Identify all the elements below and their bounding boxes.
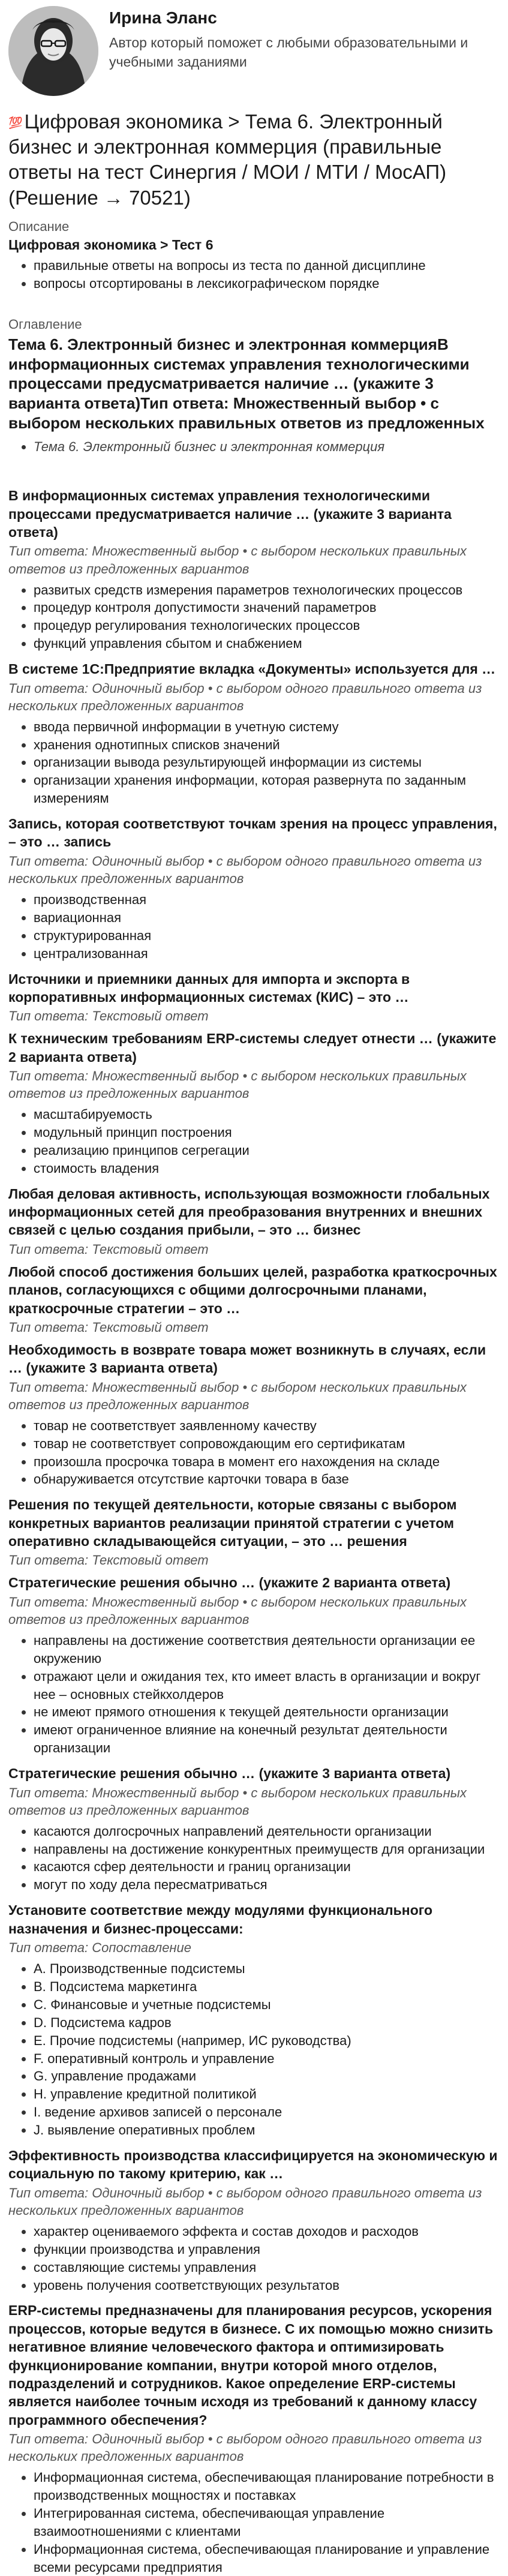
answer-type: Тип ответа: Текстовый ответ: [8, 1553, 209, 1568]
answer-options: [8, 891, 500, 963]
answer-option: • B. Подсистема маркетинга: [34, 1978, 500, 1996]
list-item: • правильные ответы на вопросы из теста по данной дисциплине: [34, 257, 500, 275]
answer-option: • реализацию принципов сегрегации: [34, 1142, 500, 1160]
question-block: [8, 2301, 500, 2576]
author-card: [8, 6, 500, 96]
answer-option: • J. выявление оперативных проблем: [34, 2121, 500, 2139]
avatar-image: [8, 6, 98, 96]
toc-title: Тема 6. Электронный бизнес и электронная коммерцияВ информационных системах управления технологическими процессами предусматривается наличие … (укажите 3 варианта ответа)Тип ответа: Множественный выбор • с выбором нескольких правильных ответов из предложенных: [8, 335, 485, 432]
answer-type: Тип ответа: Множественный выбор • с выбором нескольких правильных ответов из предложенных вариантов: [8, 1594, 467, 1627]
question-block: [8, 815, 500, 962]
question-block: [8, 1901, 500, 2139]
answer-options: [8, 1106, 500, 1178]
answer-option: • вариационная: [34, 909, 500, 927]
description-label: Описание: [8, 218, 70, 234]
author-name[interactable]: Ирина Эланс: [109, 8, 217, 27]
answer-type: Тип ответа: Текстовый ответ: [8, 1008, 209, 1024]
answer-option: • структурированная: [34, 927, 500, 945]
hundred-points-icon: 💯: [8, 117, 23, 130]
question-title: ERP-системы предназначены для планирования ресурсов, ускорения процессов, которые ведутся в бизнесе. С их помощью можно снизить негативное влияние человеческого фактора и оптимизировать функционирование компании, внутри которой много отделов, подразделений и сотрудников. Какое определение ERP-системы является наиболее точным исходя из требований к данному классу программного обеспечения?: [8, 2302, 494, 2428]
answer-option: • Интегрированная система, обеспечивающая управление взаимоотношениями с клиентами: [34, 2505, 500, 2541]
answer-option: • не имеют прямого отношения к текущей деятельности организации: [34, 1703, 500, 1721]
answer-option: • I. ведение архивов записей о персонале: [34, 2103, 500, 2121]
toc-list: [8, 438, 500, 456]
answer-option: • касаются долгосрочных направлений деятельности организации: [34, 1823, 500, 1841]
answer-option: • производственная: [34, 891, 500, 909]
question-title: Стратегические решения обычно … (укажите 3 варианта ответа): [8, 1766, 451, 1782]
question-block: [8, 2146, 500, 2294]
answer-option: • масштабируемость: [34, 1106, 500, 1124]
answer-option: • организации вывода результирующей информации из системы: [34, 753, 500, 771]
answer-option: • произошла просрочка товара в момент его нахождения на складе: [34, 1453, 500, 1471]
page-title: [8, 109, 500, 211]
answer-option: • товар не соответствует сопровождающим его сертификатам: [34, 1435, 500, 1453]
answer-option: • развитых средств измерения параметров технологических процессов: [34, 581, 500, 599]
question-title: Эффективность производства классифицируется на экономическую и социальную по такому критерию, как …: [8, 2148, 498, 2182]
answer-option: • хранения однотипных списков значений: [34, 736, 500, 754]
answer-option: • характер оцениваемого эффекта и состав доходов и расходов: [34, 2223, 500, 2241]
answer-option: • процедур регулирования технологических процессов: [34, 617, 500, 635]
answer-option: • имеют ограниченное влияние на конечный результат деятельности организации: [34, 1721, 500, 1757]
answer-type: Тип ответа: Множественный выбор • с выбором нескольких правильных ответов из предложенных вариантов: [8, 1785, 467, 1818]
answer-options: [8, 2469, 500, 2576]
answer-type: Тип ответа: Текстовый ответ: [8, 1241, 209, 1257]
answer-option: • касаются сфер деятельности и границ организации: [34, 1858, 500, 1876]
question-title: Запись, которая соответствуют точкам зрения на процесс управления, – это … запись: [8, 816, 497, 850]
answer-type: Тип ответа: Одиночный выбор • с выбором одного правильного ответа из нескольких предложенных вариантов: [8, 853, 482, 886]
answer-type: Тип ответа: Множественный выбор • с выбором нескольких правильных ответов из предложенных вариантов: [8, 1068, 467, 1101]
answer-option: • направлены на достижение соответствия деятельности организации ее окружению: [34, 1632, 500, 1668]
answer-type: Тип ответа: Одиночный выбор • с выбором одного правильного ответа из нескольких предложенных вариантов: [8, 680, 482, 713]
answer-option: • отражают цели и ожидания тех, кто имеет власть в организации и вокруг нее – основных стейкхолдеров: [34, 1668, 500, 1704]
answer-options: [8, 1823, 500, 1895]
answer-option: • E. Прочие подсистемы (например, ИС руководства): [34, 2032, 500, 2050]
answer-option: • F. оперативный контроль и управление: [34, 2050, 500, 2068]
question-title: Любая деловая активность, использующая возможности глобальных информационных сетей для преобразования внутренних и внешних связей с целью создания прибыли, – это … бизнес: [8, 1185, 490, 1238]
answer-type: Тип ответа: Одиночный выбор • с выбором одного правильного ответа из нескольких предложенных вариантов: [8, 2431, 482, 2464]
answer-option: • товар не соответствует заявленному качеству: [34, 1417, 500, 1435]
answer-options: [8, 1960, 500, 2139]
question-title: Необходимость в возврате товара может возникнуть в случаях, если … (укажите 3 варианта ответа): [8, 1341, 486, 1376]
page-title-text: Цифровая экономика > Тема 6. Электронный бизнес и электронная коммерция (правильные ответы на тест Синергия / МОИ / МТИ / МосАП) (Решение → 70521): [8, 110, 447, 209]
answer-option: • функции производства и управления: [34, 2241, 500, 2259]
answer-options: [8, 581, 500, 653]
question-block: [8, 1341, 500, 1488]
answer-options: [8, 718, 500, 808]
answer-option: • C. Финансовые и учетные подсистемы: [34, 1996, 500, 2014]
answer-type: Тип ответа: Множественный выбор • с выбором нескольких правильных ответов из предложенных вариантов: [8, 1379, 467, 1412]
toc-label: Оглавление: [8, 316, 82, 332]
toc-item[interactable]: • Тема 6. Электронный бизнес и электронная коммерция: [34, 438, 500, 456]
question-title: К техническим требованиям ERP-системы следует отнести … (укажите 2 варианта ответа): [8, 1031, 497, 1065]
description-notes: [8, 257, 500, 293]
answer-type: Тип ответа: Текстовый ответ: [8, 1319, 209, 1335]
question-block: [8, 1496, 500, 1569]
description-subject: Цифровая экономика > Тест 6: [8, 236, 214, 253]
question-block: [8, 487, 500, 653]
answer-option: • Информационная система, обеспечивающая планирование потребности в производственных мощностях и поставках: [34, 2469, 500, 2505]
answer-option: • обнаруживается отсутствие карточки товара в базе: [34, 1470, 500, 1488]
answer-option: • H. управление кредитной политикой: [34, 2085, 500, 2103]
answer-option: • Информационная система, обеспечивающая планирование и управление всеми ресурсами предприятия: [34, 2541, 500, 2576]
answer-options: [8, 1417, 500, 1489]
answer-type: Тип ответа: Сопоставление: [8, 1939, 192, 1955]
question-title: Источники и приемники данных для импорта и экспорта в корпоративных информационных системах (КИС) – это …: [8, 971, 410, 1005]
question-title: Решения по текущей деятельности, которые связаны с выбором конкретных вариантов реализации принятой стратегии с учетом оперативно складывающейся ситуации, – это … решения: [8, 1497, 457, 1550]
question-title: Любой способ достижения больших целей, разработка краткосрочных планов, согласующихся с общими долгосрочными планами, краткосрочные стратегии – это …: [8, 1263, 497, 1316]
answer-options: [8, 1632, 500, 1757]
question-title: В системе 1С:Предприятие вкладка «Документы» используется для …: [8, 661, 496, 677]
question-title: Установите соответствие между модулями функционального назначения и бизнес-процессами:: [8, 1902, 433, 1936]
author-bio: Автор который поможет с любыми образовательными и учебными заданиями: [109, 35, 468, 70]
list-item: • вопросы отсортированы в лексикографическом порядке: [34, 275, 500, 293]
question-block: [8, 1764, 500, 1894]
question-block: [8, 1185, 500, 1258]
question-title: В информационных системах управления технологическими процессами предусматривается наличие … (укажите 3 варианта ответа): [8, 488, 452, 541]
answer-type: Тип ответа: Множественный выбор • с выбором нескольких правильных ответов из предложенных вариантов: [8, 544, 467, 577]
answer-option: • процедур контроля допустимости значений параметров: [34, 599, 500, 617]
question-block: [8, 970, 500, 1025]
answer-option: • направлены на достижение конкурентных преимуществ для организации: [34, 1841, 500, 1859]
question-block: [8, 1263, 500, 1336]
answer-option: • модульный принцип построения: [34, 1124, 500, 1142]
answer-option: • функций управления сбытом и снабжением: [34, 635, 500, 653]
answer-type: Тип ответа: Одиночный выбор • с выбором одного правильного ответа из нескольких предложенных вариантов: [8, 2185, 482, 2218]
answer-option: • G. управление продажами: [34, 2067, 500, 2085]
answer-option: • централизованная: [34, 945, 500, 963]
avatar[interactable]: [8, 6, 98, 96]
question-block: [8, 660, 500, 807]
answer-option: • уровень получения соответствующих результатов: [34, 2277, 500, 2295]
answer-option: • D. Подсистема кадров: [34, 2014, 500, 2032]
question-block: [8, 1029, 500, 1177]
answer-option: • ввода первичной информации в учетную систему: [34, 718, 500, 736]
answer-option: • A. Производственные подсистемы: [34, 1960, 500, 1978]
answer-option: • могут по ходу дела пересматриваться: [34, 1876, 500, 1894]
answer-option: • составляющие системы управления: [34, 2259, 500, 2277]
answer-options: [8, 2223, 500, 2295]
question-block: [8, 1574, 500, 1757]
questions-list: [8, 487, 500, 2576]
answer-option: • организации хранения информации, которая развернута по заданным измерениям: [34, 771, 500, 807]
answer-option: • стоимость владения: [34, 1160, 500, 1178]
question-title: Стратегические решения обычно … (укажите 2 варианта ответа): [8, 1575, 451, 1591]
